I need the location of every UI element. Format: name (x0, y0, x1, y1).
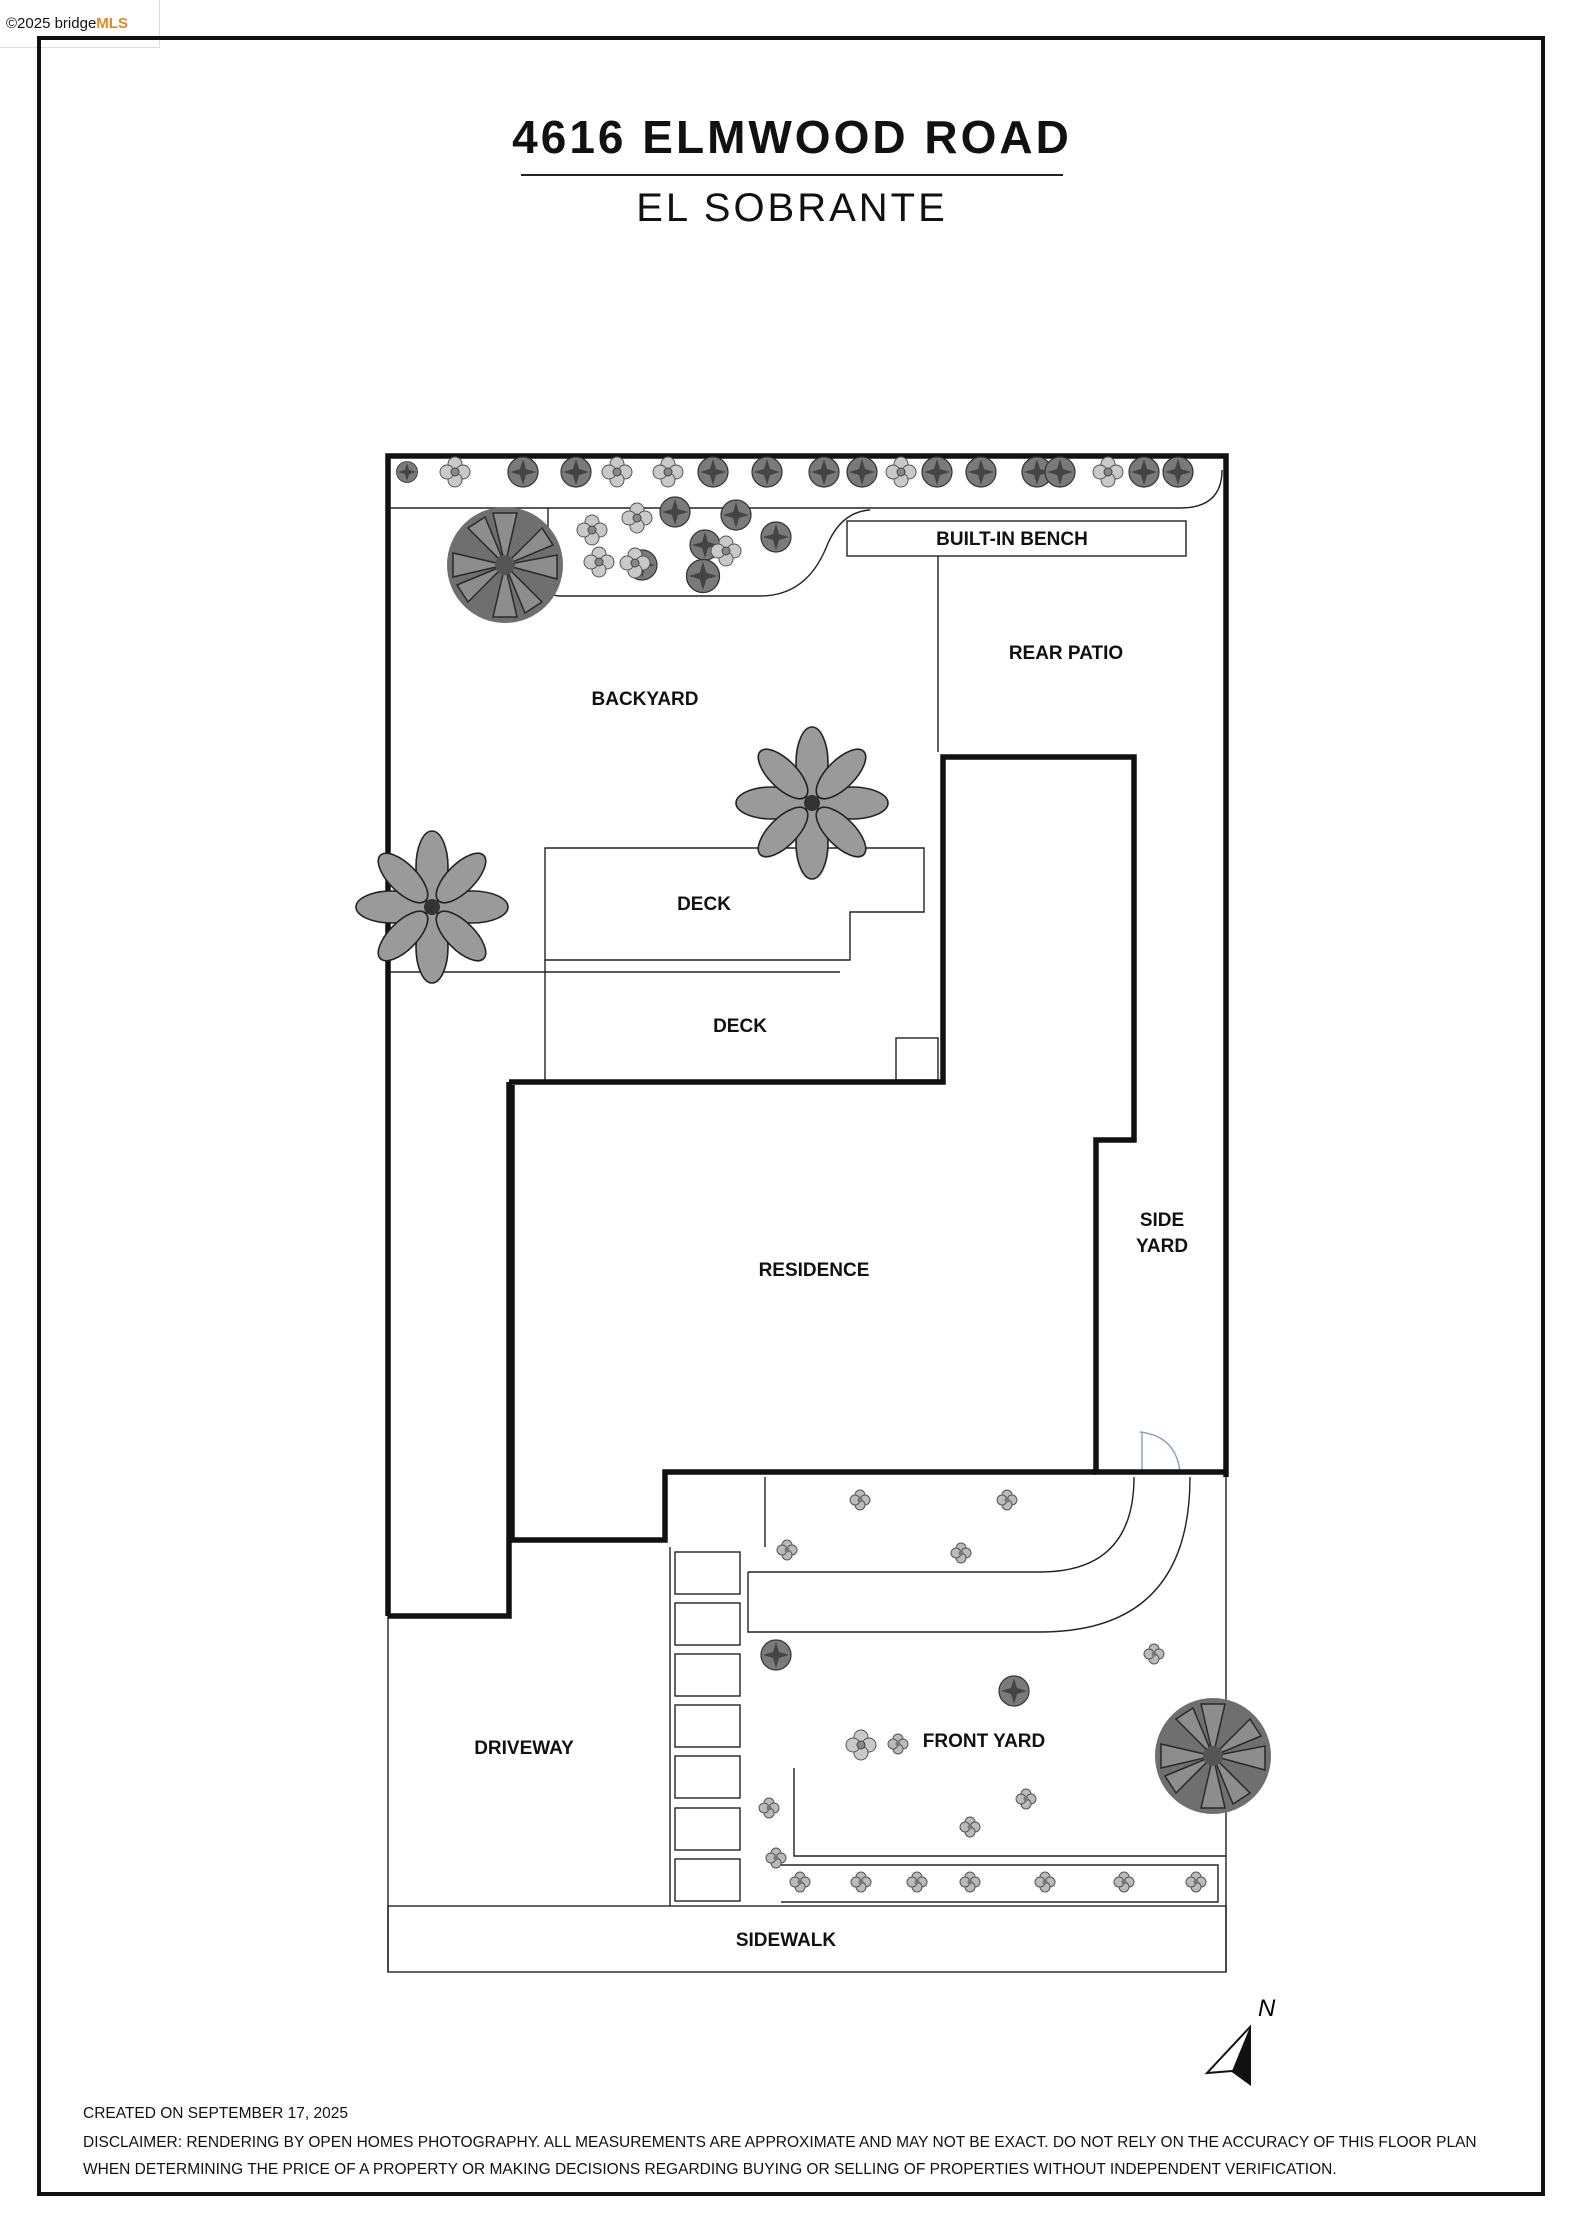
north-arrow-icon (1207, 1995, 1276, 2084)
north-label: N (1258, 1995, 1276, 2022)
watermark-copyright: ©2025 bridge (6, 15, 97, 32)
backyard-label: BACKYARD (591, 689, 699, 710)
property-city-subtitle: EL SOBRANTE (636, 186, 948, 230)
side-leafy-tree-icon (356, 831, 508, 983)
disclaimer (83, 2129, 1503, 2183)
sidewalk-label: SIDEWALK (735, 1930, 837, 1951)
side-yard-label-line2: YARD (1135, 1236, 1189, 1257)
watermark-brand: MLS (96, 15, 128, 32)
hedge-row (397, 457, 1194, 487)
backyard-leafy-tree-icon (736, 727, 888, 879)
backyard-tree-icon (447, 507, 563, 623)
rear-patio-label: REAR PATIO (1008, 643, 1124, 664)
front-yard-label: FRONT YARD (922, 1731, 1046, 1752)
built-in-bench-label: BUILT-IN BENCH (936, 529, 1088, 550)
property-address-title: 4616 ELMWOOD ROAD (512, 111, 1072, 163)
created-date: CREATED ON SEPTEMBER 17, 2025 (83, 2105, 349, 2122)
disclaimer-line-1: DISCLAIMER: RENDERING BY OPEN HOMES PHOTOGRAPHY. ALL MEASUREMENTS ARE APPROXIMATE AND MAY NOT BE EXACT. DO NOT RELY ON THE ACCURACY OF THIS FLOOR PLAN (83, 2134, 1477, 2151)
upper-deck-label: DECK (677, 894, 731, 915)
residence-label: RESIDENCE (758, 1260, 870, 1281)
disclaimer-line-2: WHEN DETERMINING THE PRICE OF A PROPERTY OR MAKING DECISIONS REGARDING BUYING OR SELLING OF PROPERTIES WITHOUT INDEPENDENT VERIFICATION. (83, 2161, 1337, 2178)
front-yard-plantings (759, 1490, 1206, 1892)
driveway-label: DRIVEWAY (474, 1738, 574, 1759)
lower-deck-label: DECK (713, 1016, 767, 1037)
front-yard-tree-icon (1155, 1698, 1271, 1814)
side-yard-label-line1: SIDE (1139, 1210, 1185, 1231)
backyard-planting-bed (577, 497, 791, 593)
